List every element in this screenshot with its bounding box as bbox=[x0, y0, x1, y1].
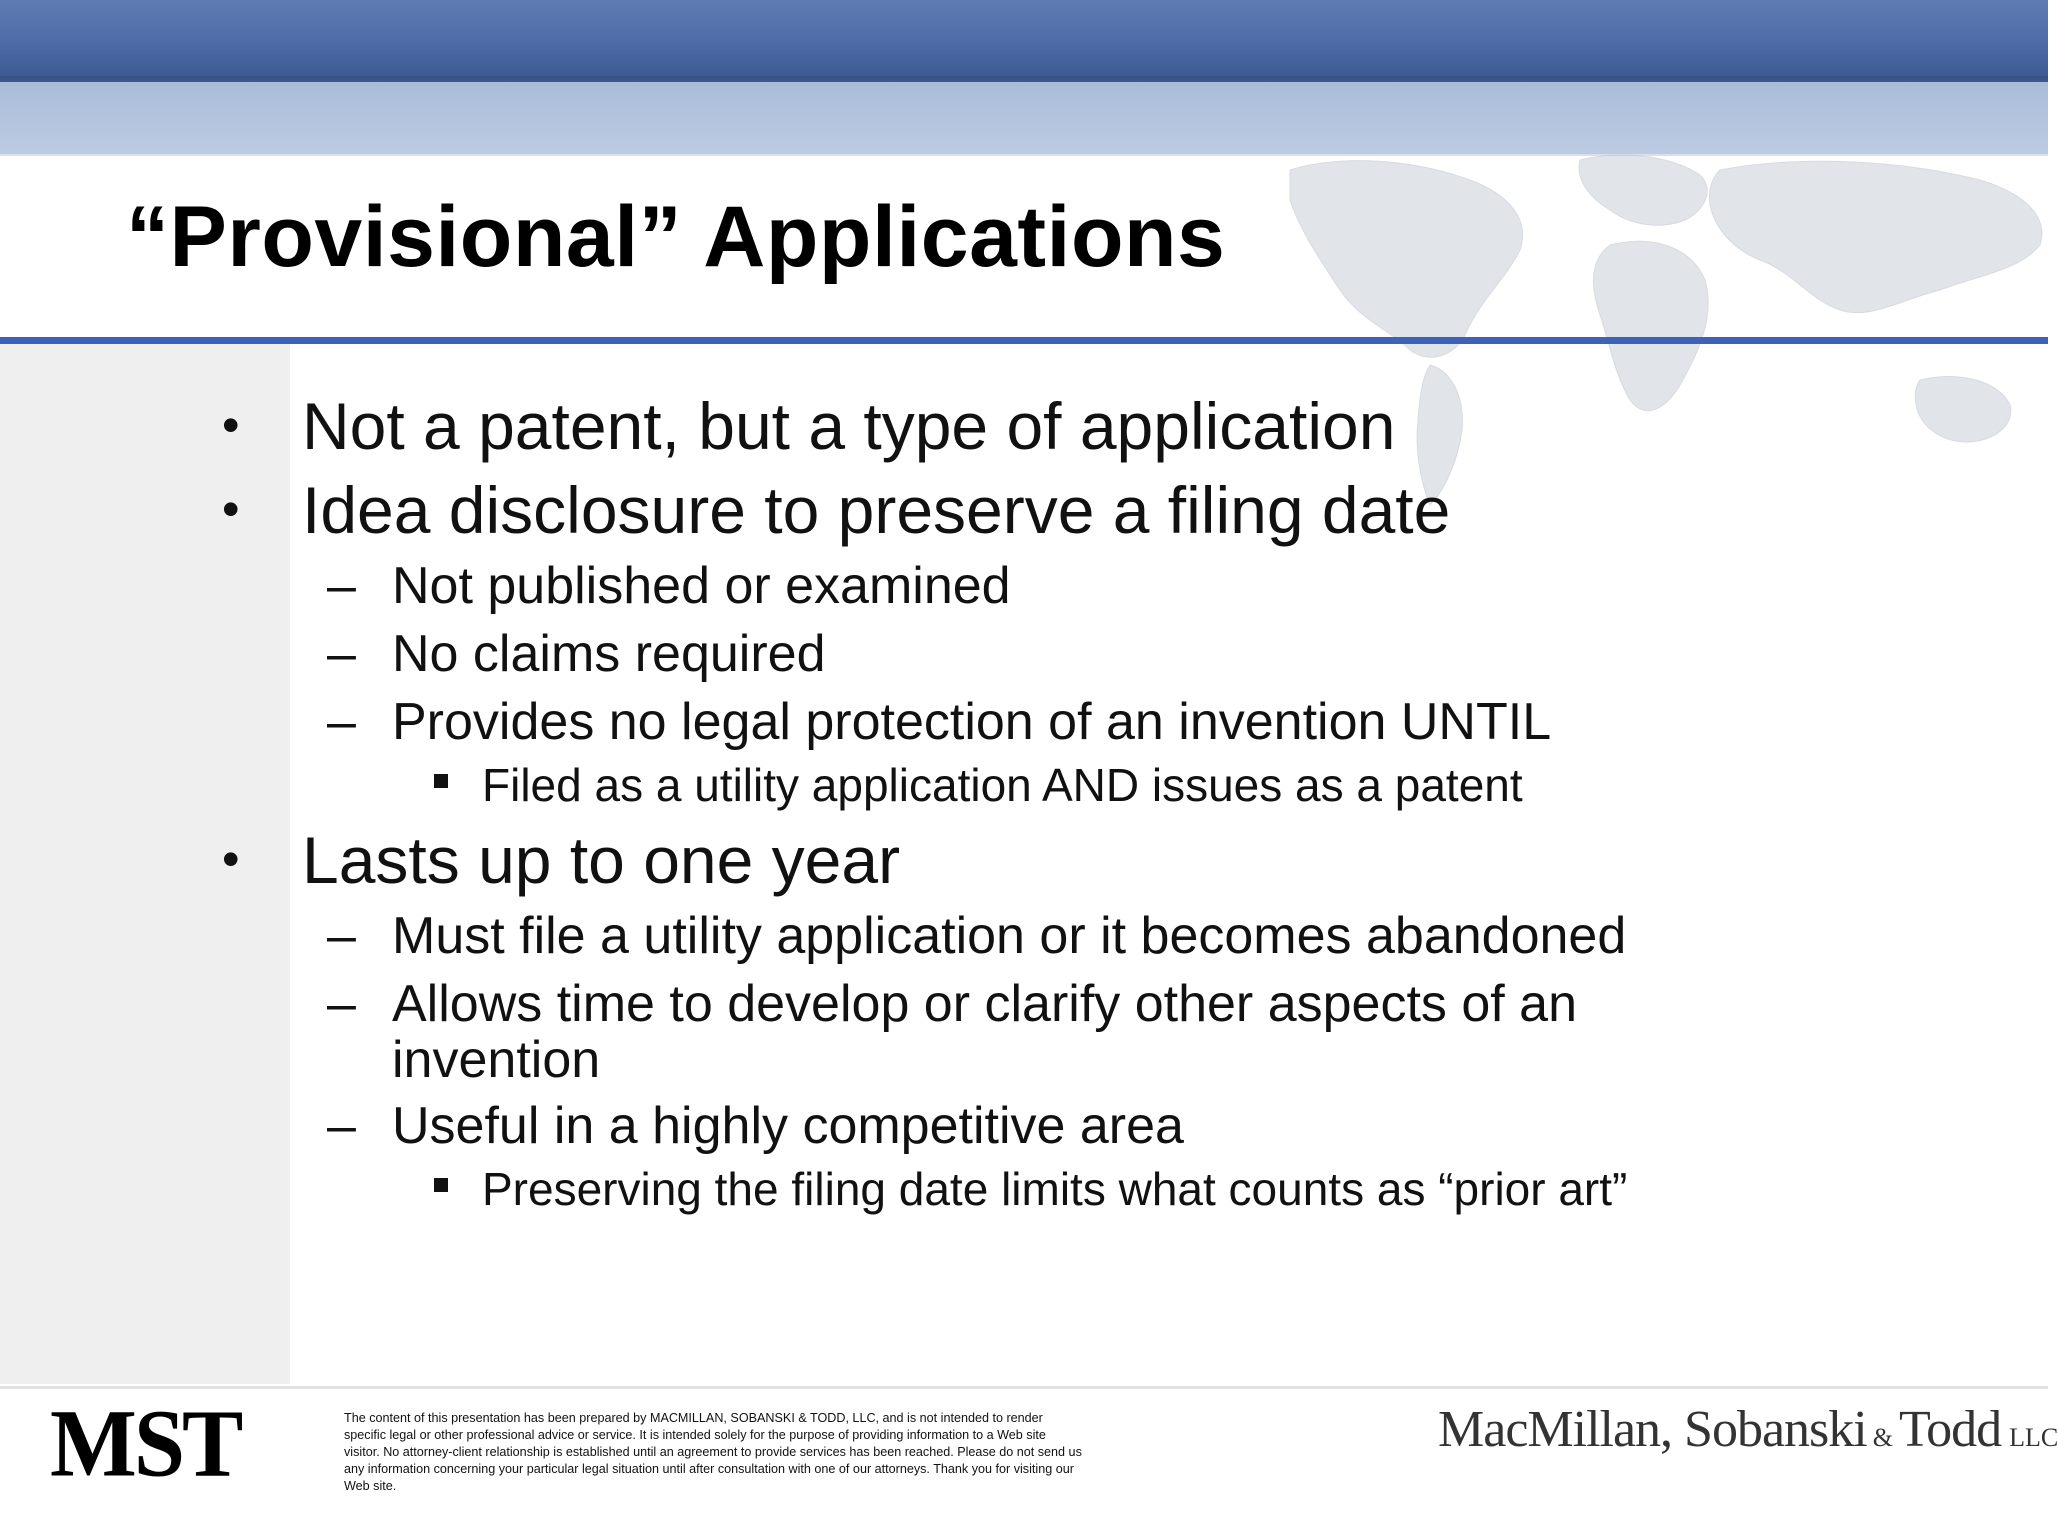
sub-bullet-text: invention bbox=[392, 1031, 601, 1089]
footer-divider bbox=[0, 1386, 2048, 1389]
bullet-item bbox=[222, 472, 1451, 548]
square-marker bbox=[434, 774, 448, 788]
sub-bullet-text: Allows time to develop or clarify other aspects of an bbox=[392, 975, 1578, 1033]
sub-bullet-item bbox=[327, 906, 1627, 966]
dash-marker: – bbox=[327, 907, 356, 965]
firm-name-part2: Todd bbox=[1898, 1401, 2002, 1458]
dash-marker: – bbox=[327, 625, 356, 683]
sub-bullet-text: Provides no legal protection of an invention UNTIL bbox=[392, 693, 1552, 751]
sub-bullet-item bbox=[327, 624, 826, 684]
bullet-marker: • bbox=[222, 481, 240, 537]
sub-bullet-item bbox=[327, 974, 1578, 1034]
dash-marker: – bbox=[327, 557, 356, 615]
left-side-panel bbox=[0, 344, 290, 1384]
sub-bullet-text: Not published or examined bbox=[392, 557, 1011, 615]
title-divider bbox=[0, 337, 2048, 344]
bullet-marker: • bbox=[222, 397, 240, 453]
firm-name-amp: & bbox=[1872, 1423, 1893, 1452]
bullet-text: Lasts up to one year bbox=[302, 823, 901, 897]
square-marker bbox=[434, 1178, 448, 1192]
sub-bullet-continuation bbox=[392, 1030, 600, 1090]
header-sub-band bbox=[0, 82, 2048, 156]
mst-logo: MST bbox=[50, 1389, 241, 1497]
dash-marker: – bbox=[327, 1097, 356, 1155]
firm-name-logo bbox=[1438, 1400, 2058, 1459]
firm-name-suffix: LLC bbox=[2009, 1423, 2058, 1452]
sub-sub-bullet-text: Filed as a utility application AND issues as a patent bbox=[482, 759, 1523, 811]
header-band bbox=[0, 0, 2048, 82]
sub-bullet-text: No claims required bbox=[392, 625, 826, 683]
sub-bullet-text: Useful in a highly competitive area bbox=[392, 1097, 1184, 1155]
sub-bullet-text: Must file a utility application or it becomes abandoned bbox=[392, 907, 1627, 965]
dash-marker: – bbox=[327, 693, 356, 751]
slide-title: “Provisional” Applications bbox=[126, 189, 1226, 285]
legal-disclaimer: The content of this presentation has been prepared by MACMILLAN, SOBANSKI & TODD, LLC, and is not intended to render specific legal or other professional advice or service. It is intended solely for the purpose of providing information to a Web site visitor. No attorney-client relationship is established until an agreement to provide services has been reached. Please do not send us any information concerning your particular legal situation until after consultation with one of our attorneys. Thank you for visiting our Web site. bbox=[344, 1411, 1082, 1493]
bullet-text: Not a patent, but a type of application bbox=[302, 389, 1396, 463]
sub-bullet-item bbox=[327, 1096, 1184, 1156]
sub-bullet-item bbox=[327, 556, 1011, 616]
bullet-item bbox=[222, 388, 1396, 464]
firm-name-part1: MacMillan, Sobanski bbox=[1438, 1401, 1867, 1458]
sub-sub-bullet-item bbox=[482, 758, 1523, 812]
sub-sub-bullet-text: Preserving the filing date limits what counts as “prior art” bbox=[482, 1163, 1628, 1215]
bullet-marker: • bbox=[222, 831, 240, 887]
bullet-item bbox=[222, 822, 901, 898]
sub-bullet-item bbox=[327, 692, 1552, 752]
sub-sub-bullet-item bbox=[482, 1162, 1627, 1216]
dash-marker: – bbox=[327, 975, 356, 1033]
bullet-text: Idea disclosure to preserve a filing date bbox=[302, 473, 1451, 547]
